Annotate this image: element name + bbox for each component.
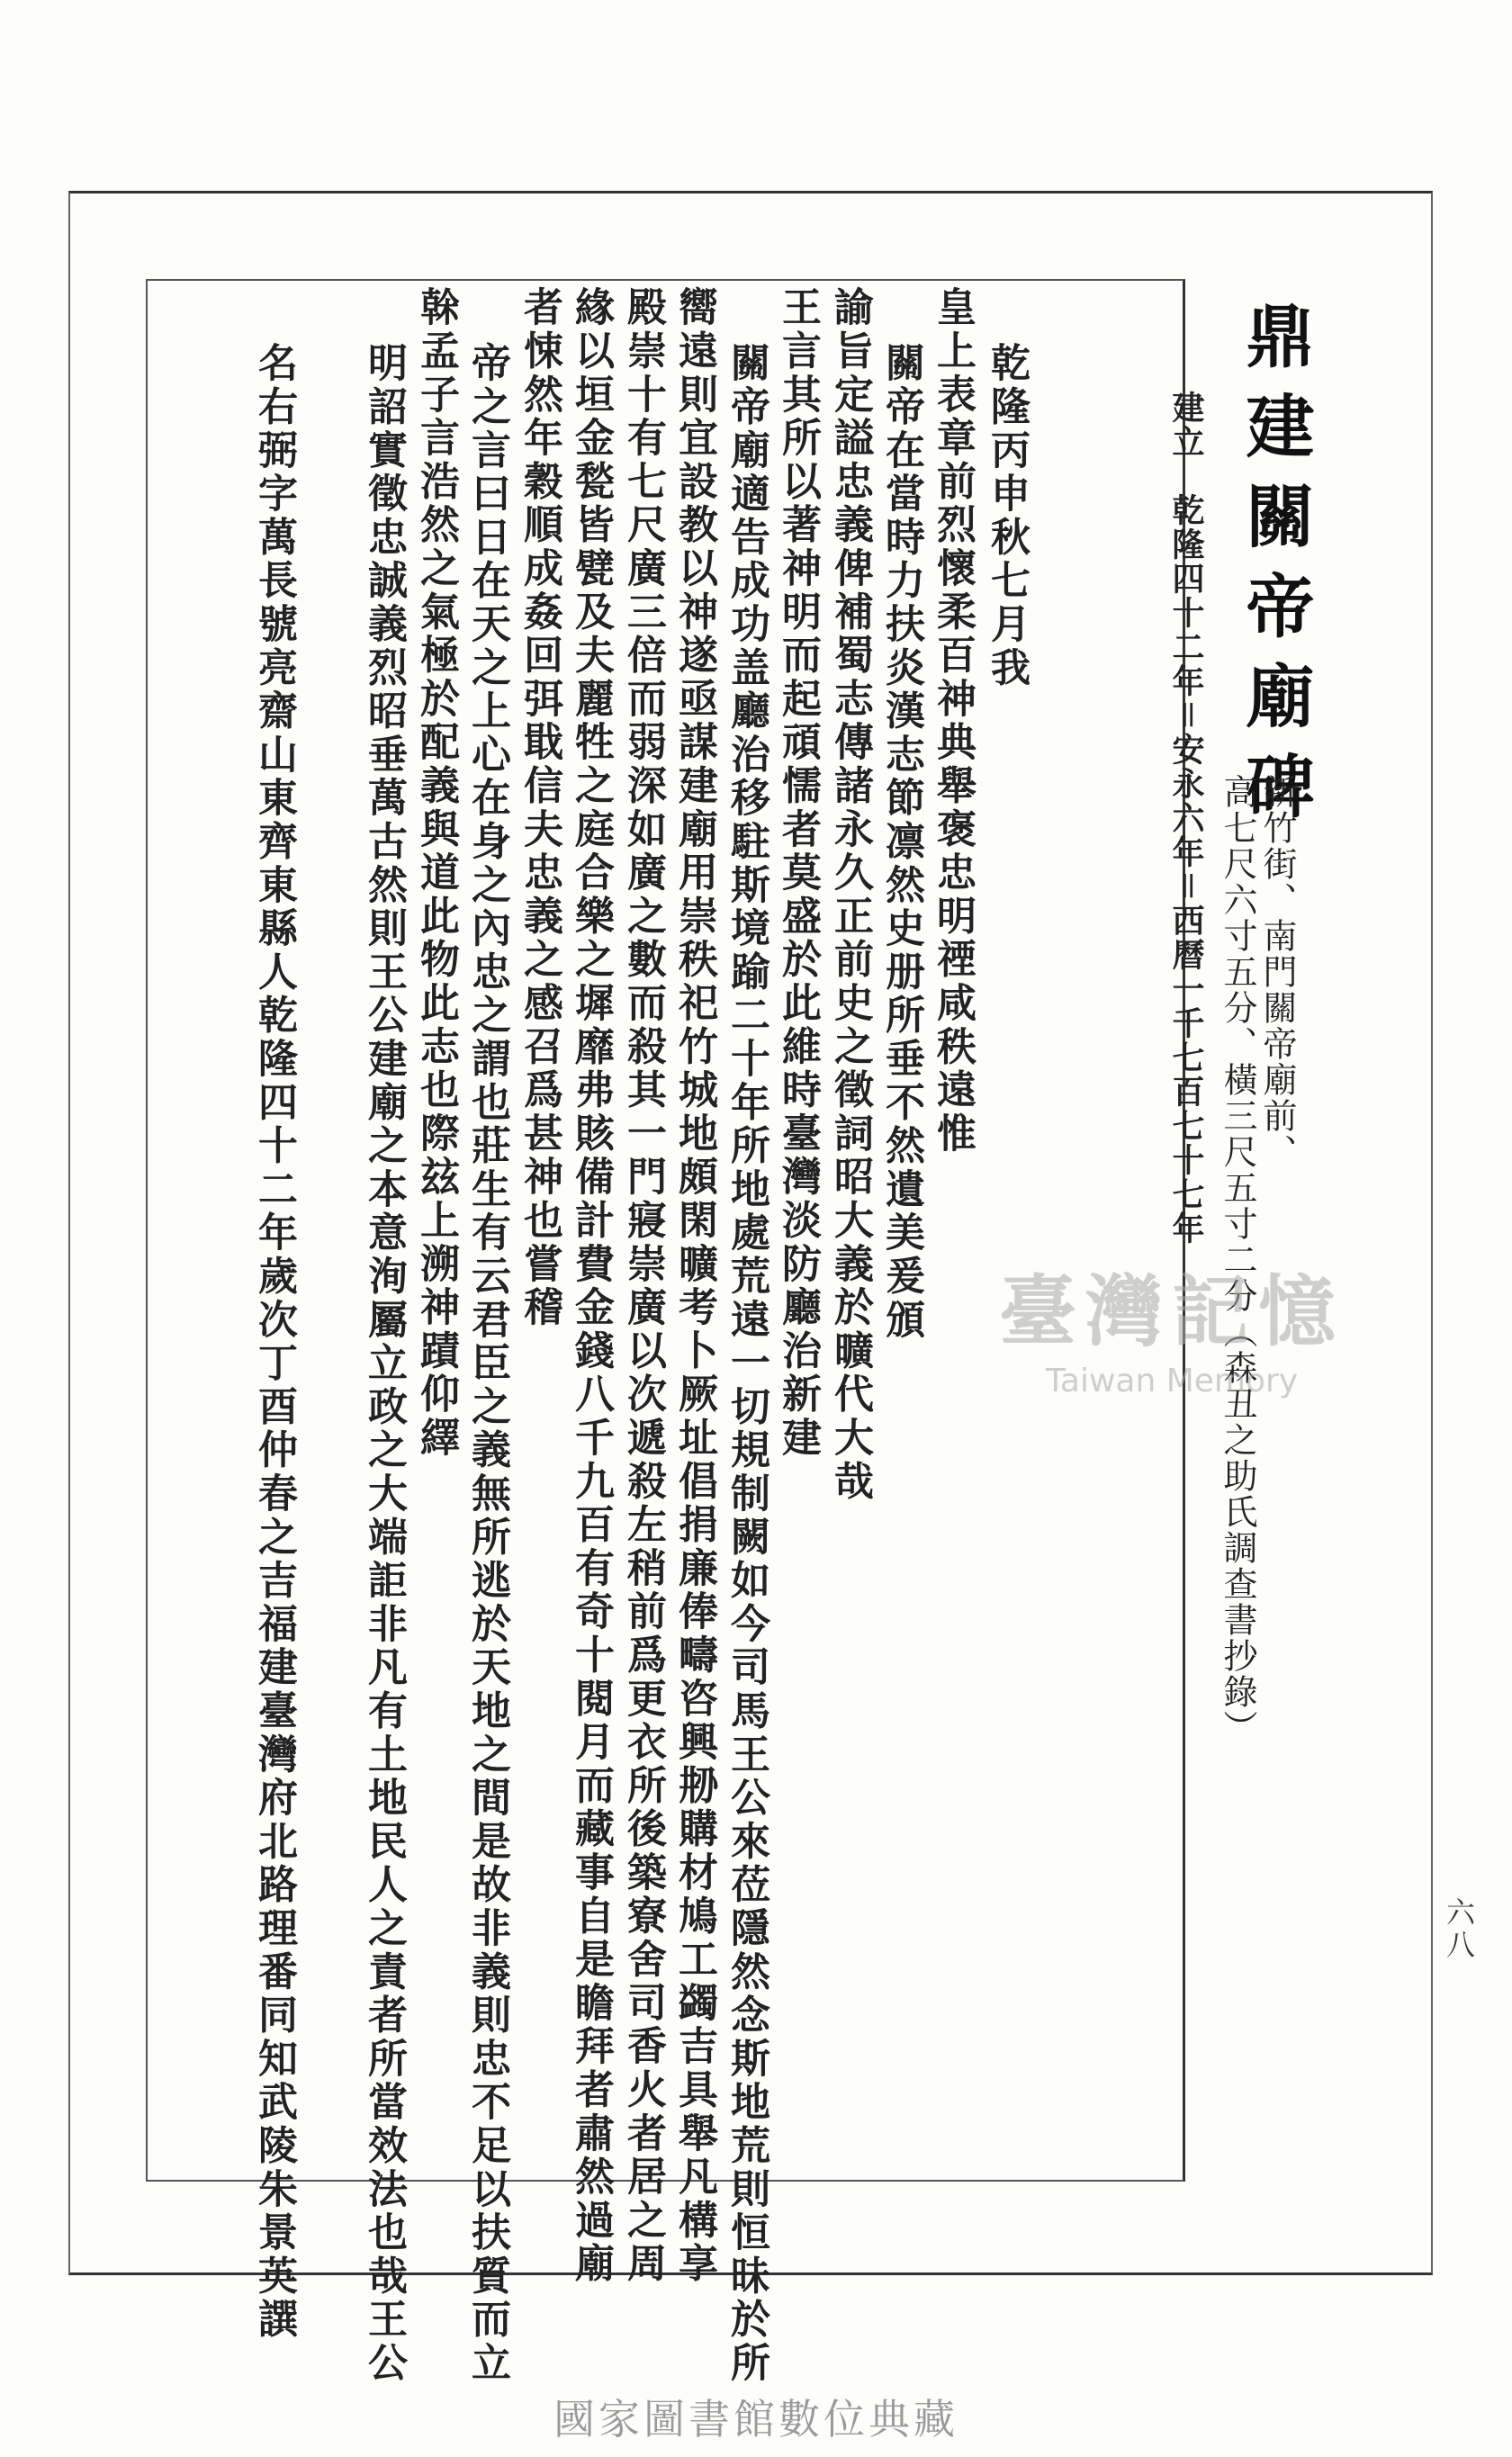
body-column-12: 榦孟子言浩然之氣極於配義與道此物此志也際玆上溯神蹟仰繹 <box>413 286 459 1461</box>
body-column-13: 明詔實徵忠誠義烈昭垂萬古然則王公建廟之本意洵屬立政之大端詎非凡有土地民人之責者所當效法也哉王公 <box>361 342 407 2386</box>
body-column-3: 關帝在當時力扶炎漢志節凛然史册所垂不然遺美爰頒 <box>878 342 924 1342</box>
watermark-logo-subtext: Taiwan Memory <box>1045 1363 1299 1400</box>
body-column-5: 王言其所以著神明而起頑懦者莫盛於此維時臺灣淡防廳治新建 <box>775 286 821 1461</box>
body-column-1: 乾隆丙申秋七月我 <box>984 342 1030 690</box>
dimensions-note: 高七尺六寸五分、橫三尺五寸二分（森丑之助氏調查書抄錄） <box>1218 774 1257 1746</box>
body-column-6: 關帝廟適告成功盖廳治移駐斯境踰二十年所地處荒遠一切規制闕如今司馬王公來莅隱然念斯地荒則恒昧於所 <box>724 342 770 2386</box>
watermark-logo-text: 臺灣記憶 <box>999 1266 1345 1357</box>
taiwan-memory-watermark <box>974 1249 1370 1411</box>
location-note: 新竹街、南門關帝廟前、 <box>1257 774 1297 1170</box>
footer-watermark: 國家圖書館數位典藏 <box>554 2395 958 2444</box>
body-column-9: 緣以垣金甃皆甓及夫麗牲之庭合樂之墀靡弗賅備計費金錢八千九百有奇十閱月而藏事自是瞻拜者肅然過廟 <box>568 286 614 2286</box>
body-column-11: 帝之言曰日在天之上心在身之內忠之謂也莊生有云君臣之義無所逃於天地之間是故非義則忠不足以扶質而立 <box>464 342 510 2386</box>
body-column-7: 嚮遠則宜設教以神遂亟謀建廟用崇秩祀竹城地頗閑曠考卜厥址倡捐廉俸疇咨興刱購材鳩工蠲吉具舉凡構享 <box>671 286 717 2286</box>
document-title: 鼎建關帝廟碑 <box>1235 301 1315 841</box>
body-column-8: 殿崇十有七尺廣三倍而弱深如廣之數而殺其一門寢崇廣以次遞殺左稍前爲更衣所後築寮舍司香火者居之周 <box>620 286 666 2286</box>
page-number: 六八 <box>1442 1897 1476 1962</box>
body-column-10: 者悚然年穀順成姦回弭戢信夫忠義之感召爲甚神也嘗稽 <box>517 286 562 1330</box>
body-column-2: 皇上表章前烈懷柔百神典舉褒忠明禋咸秩遠惟 <box>930 286 976 1156</box>
established-date: 建立 乾隆四十二年＝安永六年＝西曆一千七百七十七年 <box>1167 391 1205 1246</box>
body-column-4: 諭旨定謚忠義俾補蜀志傳諸永久正前史之徵詞昭大義於曠代大哉 <box>827 286 873 1504</box>
body-column-14: 名右弼字萬長號亮齋山東齊東縣人乾隆四十二年歲次丁酉仲春之吉福建臺灣府北路理番同知武陵朱景英譔 <box>251 342 297 2342</box>
